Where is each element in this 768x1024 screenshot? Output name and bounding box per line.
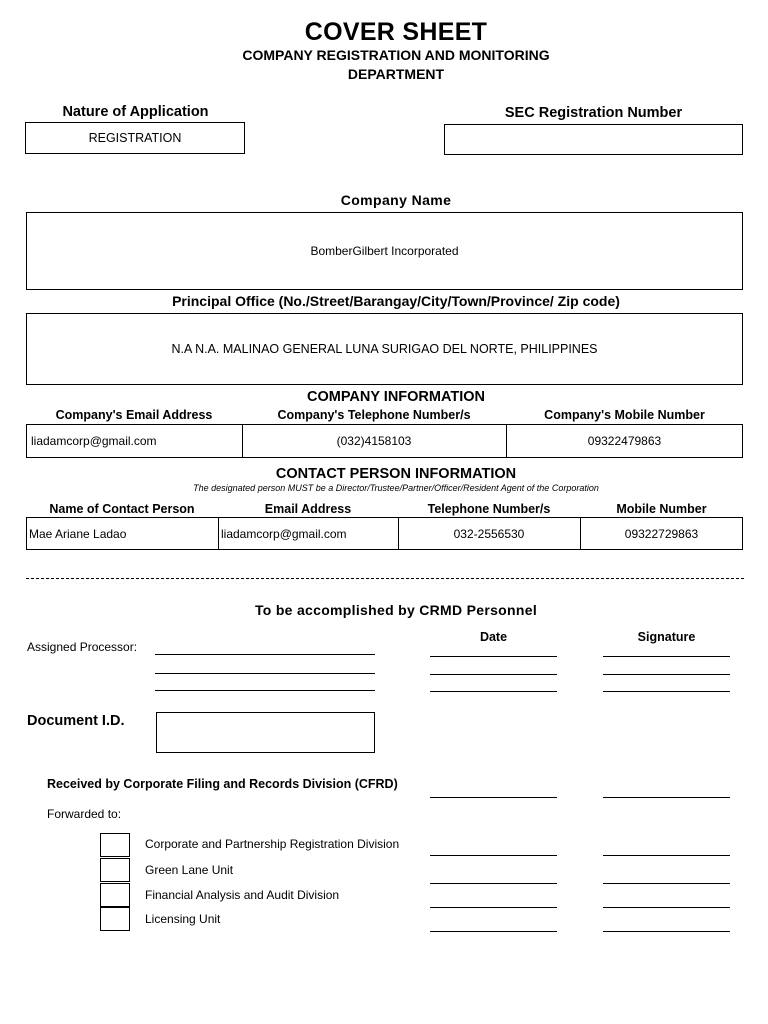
company-name-value: BomberGilbert Incorporated [310,244,459,258]
company-email-field[interactable] [26,424,242,458]
principal-office-value: N.A N.A. MALINAO GENERAL LUNA SURIGAO DEL NORTE, PHILIPPINES [171,342,598,356]
assigned-processor-line[interactable] [155,690,375,691]
assigned-processor-line[interactable] [155,673,375,674]
received-date-line[interactable] [430,797,557,798]
signature-line[interactable] [603,656,730,657]
contact-phone-label: Telephone Number/s [427,502,551,516]
contact-name-field[interactable] [26,517,218,550]
division-date-line[interactable] [430,855,557,856]
contact-mobile-field[interactable] [580,517,743,550]
division-checkbox-cprd[interactable] [100,833,130,857]
division-label: Licensing Unit [145,912,221,926]
signature-column-label: Signature [637,630,696,644]
contact-mobile-value: 09322729863 [624,526,699,541]
received-cfrd-label: Received by Corporate Filing and Records Division (CFRD) [47,777,398,791]
sec-registration-label: SEC Registration Number [504,105,683,121]
company-name-field[interactable] [26,212,743,290]
page-subtitle-line1: COMPANY REGISTRATION AND MONITORING [242,47,550,63]
contact-person-note: The designated person MUST be a Director/Trustee/Partner/Officer/Resident Agent of the Corporation [193,483,599,493]
company-name-label: Company Name [340,192,452,208]
contact-email-label: Email Address [264,502,352,516]
division-checkbox-faad[interactable] [100,883,130,907]
contact-phone-value: 032-2556530 [453,526,525,541]
contact-email-field[interactable] [218,517,398,550]
company-phone-label: Company's Telephone Number/s [277,408,471,422]
division-checkbox-green-lane[interactable] [100,858,130,882]
division-signature-line[interactable] [603,907,730,908]
division-signature-line[interactable] [603,931,730,932]
company-phone-field[interactable] [242,424,506,458]
company-mobile-label: Company's Mobile Number [544,408,705,422]
company-information-heading: COMPANY INFORMATION [306,389,486,405]
date-line[interactable] [430,656,557,657]
contact-email-value: liadamcorp@gmail.com [221,526,347,541]
division-date-line[interactable] [430,907,557,908]
nature-of-application-label: Nature of Application [62,104,209,120]
contact-name-value: Mae Ariane Ladao [29,526,127,541]
page-subtitle-line2: DEPARTMENT [347,66,445,82]
division-signature-line[interactable] [603,855,730,856]
nature-of-application-field[interactable] [25,122,245,154]
assigned-processor-line[interactable] [155,654,375,655]
date-line[interactable] [430,674,557,675]
company-mobile-field[interactable] [506,424,743,458]
signature-line[interactable] [603,691,730,692]
division-date-line[interactable] [430,883,557,884]
contact-name-label: Name of Contact Person [49,502,195,516]
contact-phone-field[interactable] [398,517,580,550]
contact-mobile-label: Mobile Number [616,502,707,516]
document-id-field[interactable] [156,712,375,753]
forwarded-to-label: Forwarded to: [47,807,122,821]
sec-registration-field[interactable] [444,124,743,155]
company-email-label: Company's Email Address [55,408,213,422]
crmd-heading: To be accomplished by CRMD Personnel [254,602,538,618]
page-title: COVER SHEET [304,18,488,46]
contact-person-heading: CONTACT PERSON INFORMATION [275,466,517,482]
division-label: Green Lane Unit [145,863,234,877]
division-date-line[interactable] [430,931,557,932]
received-signature-line[interactable] [603,797,730,798]
nature-of-application-value: REGISTRATION [88,131,182,145]
principal-office-field[interactable] [26,313,743,385]
date-column-label: Date [479,630,508,644]
company-phone-value: (032)4158103 [336,434,412,448]
division-label: Financial Analysis and Audit Division [145,888,340,902]
company-email-value: liadamcorp@gmail.com [31,434,157,448]
date-line[interactable] [430,691,557,692]
division-checkbox-licensing[interactable] [100,907,130,931]
signature-line[interactable] [603,674,730,675]
section-separator [26,578,744,579]
principal-office-label: Principal Office (No./Street/Barangay/City/Town/Province/ Zip code) [172,293,620,309]
division-label: Corporate and Partnership Registration Division [145,837,400,851]
document-id-label: Document I.D. [27,713,125,729]
company-mobile-value: 09322479863 [587,434,662,448]
division-signature-line[interactable] [603,883,730,884]
assigned-processor-label: Assigned Processor: [27,640,138,654]
